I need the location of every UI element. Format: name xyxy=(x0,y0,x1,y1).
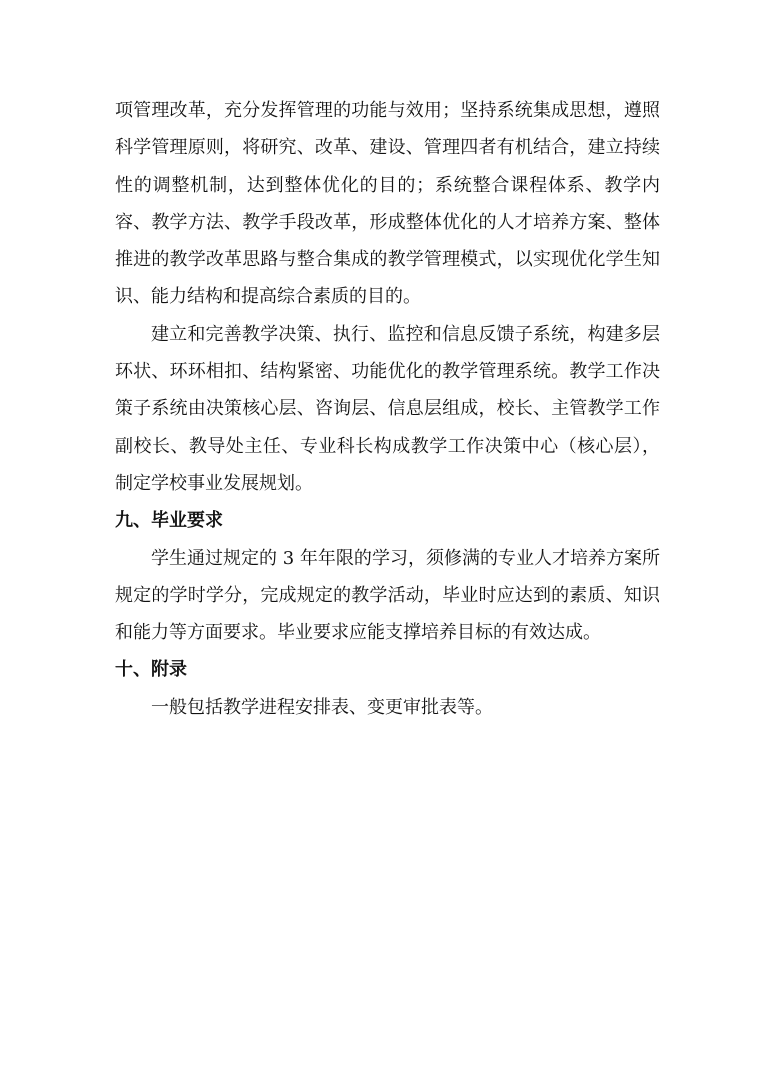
section-heading-appendix: 十、附录 xyxy=(115,659,187,681)
continued-paragraph: 项管理改革，充分发挥管理的功能与效用；坚持系统集成思想，遵照科学管理原则，将研究、改革、建设、管理四者有机结合，建立持续性的调整机制，达到整体优化的目的；系统整合课程体系、教学内容、教学方法、教学手段改革，形成整体优化的人才培养方案、整体推进的教学改革思路与整合集成的教学管理模式，以实现优化学生知识、能力结构和提高综合素质的目的。 xyxy=(115,100,660,308)
section-heading-graduation: 九、毕业要求 xyxy=(115,510,223,532)
document-body xyxy=(115,92,660,726)
graduation-requirements-paragraph: 学生通过规定的 3 年年限的学习，须修满的专业人才培养方案所规定的学时学分，完成规定的教学活动，毕业时应达到的素质、知识和能力等方面要求。毕业要求应能支撑培养目标的有效达成。 xyxy=(115,547,660,644)
appendix-paragraph: 一般包括教学进程安排表、变更审批表等。 xyxy=(151,696,493,718)
management-system-paragraph: 建立和完善教学决策、执行、监控和信息反馈子系统，构建多层环状、环环相扣、结构紧密、功能优化的教学管理系统。教学工作决策子系统由决策核心层、咨询层、信息层组成，校长、主管教学工作副校长、教导处主任、专业科长构成教学工作决策中心（核心层），制定学校事业发展规划。 xyxy=(115,323,660,494)
